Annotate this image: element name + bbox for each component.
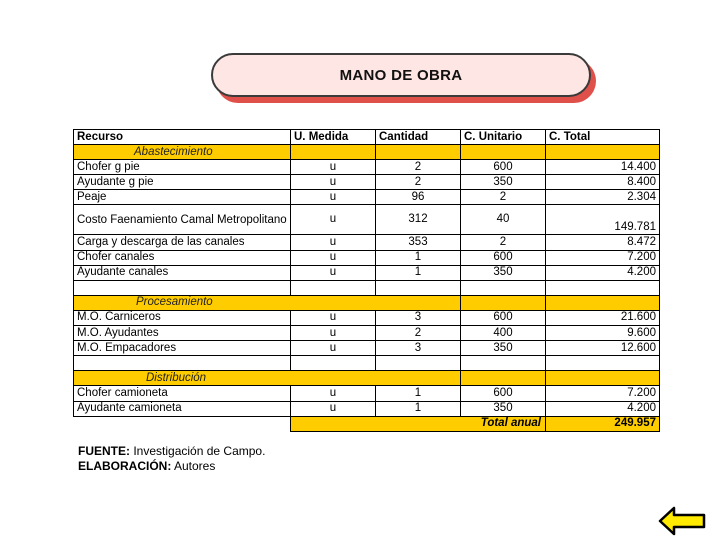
table-cell: 2	[376, 160, 461, 175]
table-cell: u	[291, 235, 376, 250]
table-cell: Chofer g pie	[74, 160, 291, 175]
empty-cell	[74, 416, 291, 431]
table-cell: 12.600	[546, 341, 660, 356]
section-fill-cell	[461, 145, 546, 160]
table-cell: 2	[376, 326, 461, 341]
table-row	[74, 250, 660, 265]
table-cell: 3	[376, 310, 461, 325]
table-cell: M.O. Ayudantes	[74, 326, 291, 341]
empty-cell	[376, 280, 461, 295]
table-cell: M.O. Empacadores	[74, 341, 291, 356]
table-cell: 8.400	[546, 175, 660, 190]
column-header: Cantidad	[376, 130, 461, 145]
table-cell: M.O. Carniceros	[74, 310, 291, 325]
table-cell: 9.600	[546, 326, 660, 341]
table-cell: 7.200	[546, 386, 660, 401]
table-cell: 7.200	[546, 250, 660, 265]
table-cell: 96	[376, 190, 461, 205]
title-banner	[211, 53, 591, 97]
column-header: C. Total	[546, 130, 660, 145]
table-row	[74, 175, 660, 190]
column-header: U. Medida	[291, 130, 376, 145]
table-cell: 400	[461, 326, 546, 341]
table-row	[74, 190, 660, 205]
table-cell: u	[291, 326, 376, 341]
table-row	[74, 205, 660, 235]
section-label: Procesamiento	[74, 295, 461, 310]
section-header-row	[74, 145, 660, 160]
table-cell: 1	[376, 265, 461, 280]
table-cell: Carga y descarga de las canales	[74, 235, 291, 250]
table-row	[74, 235, 660, 250]
table-cell: 8.472	[546, 235, 660, 250]
table-cell: 350	[461, 401, 546, 416]
source-note: FUENTE: Investigación de Campo.	[78, 444, 266, 458]
table-cell: 4.200	[546, 265, 660, 280]
table-cell: 1	[376, 401, 461, 416]
spacer-row	[74, 356, 660, 371]
table-cell: 350	[461, 265, 546, 280]
table-cell: 4.200	[546, 401, 660, 416]
table-cell: u	[291, 386, 376, 401]
table-row	[74, 326, 660, 341]
table-cell: 2	[461, 235, 546, 250]
section-fill-cell	[546, 145, 660, 160]
table-row	[74, 160, 660, 175]
table-cell: u	[291, 265, 376, 280]
section-fill-cell	[291, 145, 376, 160]
total-value: 249.957	[546, 416, 660, 431]
empty-cell	[291, 280, 376, 295]
table-cell: u	[291, 341, 376, 356]
total-label: Total anual	[291, 416, 546, 431]
column-header: C. Unitario	[461, 130, 546, 145]
empty-cell	[461, 356, 546, 371]
table-header-row	[74, 130, 660, 145]
table-cell: 600	[461, 310, 546, 325]
section-fill-cell	[461, 371, 546, 386]
empty-cell	[376, 356, 461, 371]
table-cell: Ayudante canales	[74, 265, 291, 280]
table-cell: 600	[461, 250, 546, 265]
table-row	[74, 386, 660, 401]
arrow-left-icon[interactable]	[658, 505, 706, 537]
table-cell: u	[291, 175, 376, 190]
table-cell: 600	[461, 386, 546, 401]
table-cell: Chofer camioneta	[74, 386, 291, 401]
table-cell: 2	[376, 175, 461, 190]
table-cell: 21.600	[546, 310, 660, 325]
spacer-row	[74, 280, 660, 295]
table-cell: Peaje	[74, 190, 291, 205]
empty-cell	[546, 280, 660, 295]
section-header-row	[74, 295, 660, 310]
empty-cell	[74, 280, 291, 295]
table-cell: 2	[461, 190, 546, 205]
empty-cell	[546, 356, 660, 371]
empty-cell	[461, 280, 546, 295]
empty-cell	[291, 356, 376, 371]
table-row	[74, 310, 660, 325]
section-fill-cell	[546, 371, 660, 386]
empty-cell	[74, 356, 291, 371]
section-label: Distribución	[74, 371, 461, 386]
table-cell: Ayudante g pie	[74, 175, 291, 190]
section-fill-cell	[461, 295, 546, 310]
section-fill-cell	[546, 295, 660, 310]
section-fill-cell	[376, 145, 461, 160]
table-cell: u	[291, 401, 376, 416]
table-cell: Costo Faenamiento Camal Metropolitano	[74, 205, 291, 235]
author-note: ELABORACIÓN: Autores	[78, 459, 216, 473]
table-cell: u	[291, 205, 376, 235]
footnotes	[78, 444, 265, 474]
table-cell: u	[291, 160, 376, 175]
table-cell: Ayudante camioneta	[74, 401, 291, 416]
column-header: Recurso	[74, 130, 291, 145]
table-row	[74, 341, 660, 356]
table-cell: Chofer canales	[74, 250, 291, 265]
page-title: MANO DE OBRA	[339, 66, 463, 84]
table-cell: 350	[461, 175, 546, 190]
table-cell: 1	[376, 250, 461, 265]
table-row	[74, 265, 660, 280]
table-cell: 149.781	[546, 205, 660, 235]
labor-cost-table	[73, 129, 660, 432]
table-row	[74, 401, 660, 416]
table-cell: 14.400	[546, 160, 660, 175]
total-row	[74, 416, 660, 431]
table-cell: 1	[376, 386, 461, 401]
table-cell: 3	[376, 341, 461, 356]
table-cell: u	[291, 190, 376, 205]
table-cell: u	[291, 310, 376, 325]
table-cell: 350	[461, 341, 546, 356]
section-label: Abastecimiento	[74, 145, 291, 160]
table-cell: 600	[461, 160, 546, 175]
section-header-row	[74, 371, 660, 386]
table-cell: 40	[461, 205, 546, 235]
table-cell: 312	[376, 205, 461, 235]
table-cell: 353	[376, 235, 461, 250]
table-cell: u	[291, 250, 376, 265]
table-cell: 2.304	[546, 190, 660, 205]
